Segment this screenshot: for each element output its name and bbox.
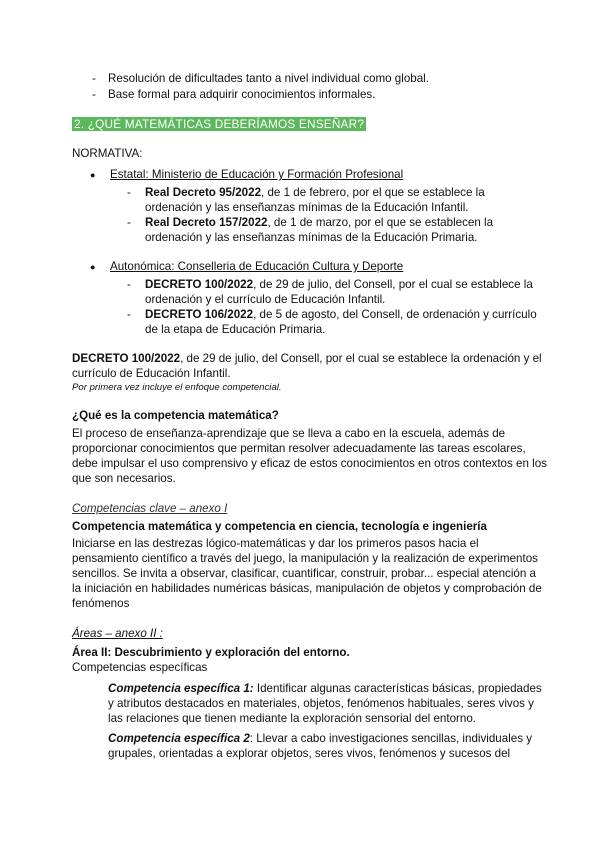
autonomica-item-2	[145, 308, 537, 323]
competencia-question: ¿Qué es la competencia matemática?	[72, 409, 279, 422]
decreto-line1	[72, 352, 542, 367]
estatal-item-1	[145, 186, 485, 201]
especifica-1-text: Identificar algunas características básicas, propiedades	[253, 682, 542, 695]
list-dash: -	[127, 278, 131, 291]
list-dash: -	[92, 72, 96, 85]
decreto-note: Por primera vez incluye el enfoque competencial.	[72, 382, 282, 393]
especifica-1-line3: las relaciones que tienen mediante la exploración sensorial del entorno.	[108, 712, 477, 725]
autonomica-item-1-bold: DECRETO 100/2022	[145, 278, 254, 291]
estatal-item-1-text: , de 1 de febrero, por el que se establece la	[261, 186, 485, 199]
decreto-line2: currículo de Educación Infantil.	[72, 367, 231, 380]
estatal-item-1-bold: Real Decreto 95/2022	[145, 186, 262, 199]
especifica-2-text: : Llevar a cabo investigaciones sencillas, individuales y	[249, 732, 533, 745]
competencia-title-paragraph-line: fenómenos	[72, 597, 130, 610]
competencia-title: Competencia matemática y competencia en ciencia, tecnología e ingeniería	[72, 520, 487, 533]
especifica-2-line1	[108, 732, 532, 747]
competencia-paragraph-line: proporcionar conocimientos que permitan resolver adecuadamente las tareas escolares,	[72, 442, 526, 455]
competencias-clave-label: Competencias clave – anexo I	[72, 502, 228, 515]
especifica-2-label: Competencia específica 2	[108, 732, 250, 745]
autonomica-item-2-line2: de la etapa de Educación Primaria.	[145, 323, 326, 336]
competencia-title-paragraph-line: la iniciación en habilidades numéricas básicas, manipulación de objetos y comprobación de	[72, 582, 542, 595]
estatal-item-2-line2: ordenación y las enseñanzas mínimas de la Educación Primaria.	[145, 231, 478, 244]
competencia-paragraph-line: El proceso de enseñanza-aprendizaje que se lleva a cabo en la escuela, además de	[72, 427, 506, 440]
autonomica-item-2-bold: DECRETO 106/2022	[145, 308, 254, 321]
competencias-especificas-label: Competencias específicas	[72, 661, 208, 674]
decreto-text: , de 29 de julio, del Consell, por el cual se establece la ordenación y el	[180, 352, 542, 365]
competencia-title-paragraph-line: Iniciarse en las destrezas lógico-matemáticas y dar los primeros pasos hacia el	[72, 537, 479, 550]
autonomica-item-2-text: , de 5 de agosto, del Consell, de ordenación y currículo	[253, 308, 537, 321]
especifica-1-line1	[108, 682, 542, 697]
especifica-2-line2: grupales, orientadas a explorar objetos, seres vivos, fenómenos y sucesos del	[108, 747, 511, 760]
autonomica-item-1-line2: ordenación y el currículo de Educación Infantil.	[145, 293, 386, 306]
competencia-paragraph-line: que son necesarios.	[72, 472, 176, 485]
autonomica-label: Autonómica: Conselleria de Educación Cultura y Deporte	[110, 260, 404, 273]
areas-label: Áreas – anexo II :	[72, 627, 163, 640]
competencia-title-paragraph-line: pensamiento científico a través del juego, la manipulación y la realización de experimentos	[72, 552, 538, 565]
intro-list-item: Resolución de dificultades tanto a nivel individual como global.	[108, 72, 429, 85]
normativa-label: NORMATIVA:	[72, 147, 143, 160]
list-dash: -	[92, 88, 96, 101]
estatal-item-1-line2: ordenación y las enseñanzas mínimas de la Educación Infantil.	[145, 201, 469, 214]
decreto-bold: DECRETO 100/2022	[72, 352, 181, 365]
bullet-dot: ●	[90, 262, 96, 272]
especifica-1-label: Competencia específica 1:	[108, 682, 254, 695]
list-dash: -	[127, 216, 131, 229]
list-dash: -	[127, 308, 131, 321]
section-heading: 2. ¿QUÉ MATEMÁTICAS DEBERÍAMOS ENSEÑAR?	[74, 117, 365, 131]
area-title: Área II: Descubrimiento y exploración del entorno.	[72, 646, 350, 659]
estatal-item-2-text: , de 1 de marzo, por el que se establecen la	[267, 216, 494, 229]
competencia-paragraph-line: debe impulsar el uso comprensivo y eficaz de estos conocimientos en otros contextos en los	[72, 457, 547, 470]
competencia-title-paragraph-line: sencillos. Se invita a observar, clasificar, cuantificar, construir, probar... especial atención a	[72, 567, 536, 580]
estatal-item-2	[145, 216, 493, 231]
especifica-1-line2: y atributos destacados en materiales, objetos, fenómenos habituales, seres vivos y	[108, 697, 534, 710]
estatal-item-2-bold: Real Decreto 157/2022	[145, 216, 268, 229]
autonomica-item-1-text: , de 29 de julio, del Consell, por el cual se establece la	[253, 278, 533, 291]
estatal-label: Estatal: Ministerio de Educación y Formación Profesional	[110, 168, 404, 181]
list-dash: -	[127, 186, 131, 199]
bullet-dot: ●	[90, 170, 96, 180]
autonomica-item-1	[145, 278, 533, 293]
intro-list-item: Base formal para adquirir conocimientos informales.	[108, 88, 376, 101]
